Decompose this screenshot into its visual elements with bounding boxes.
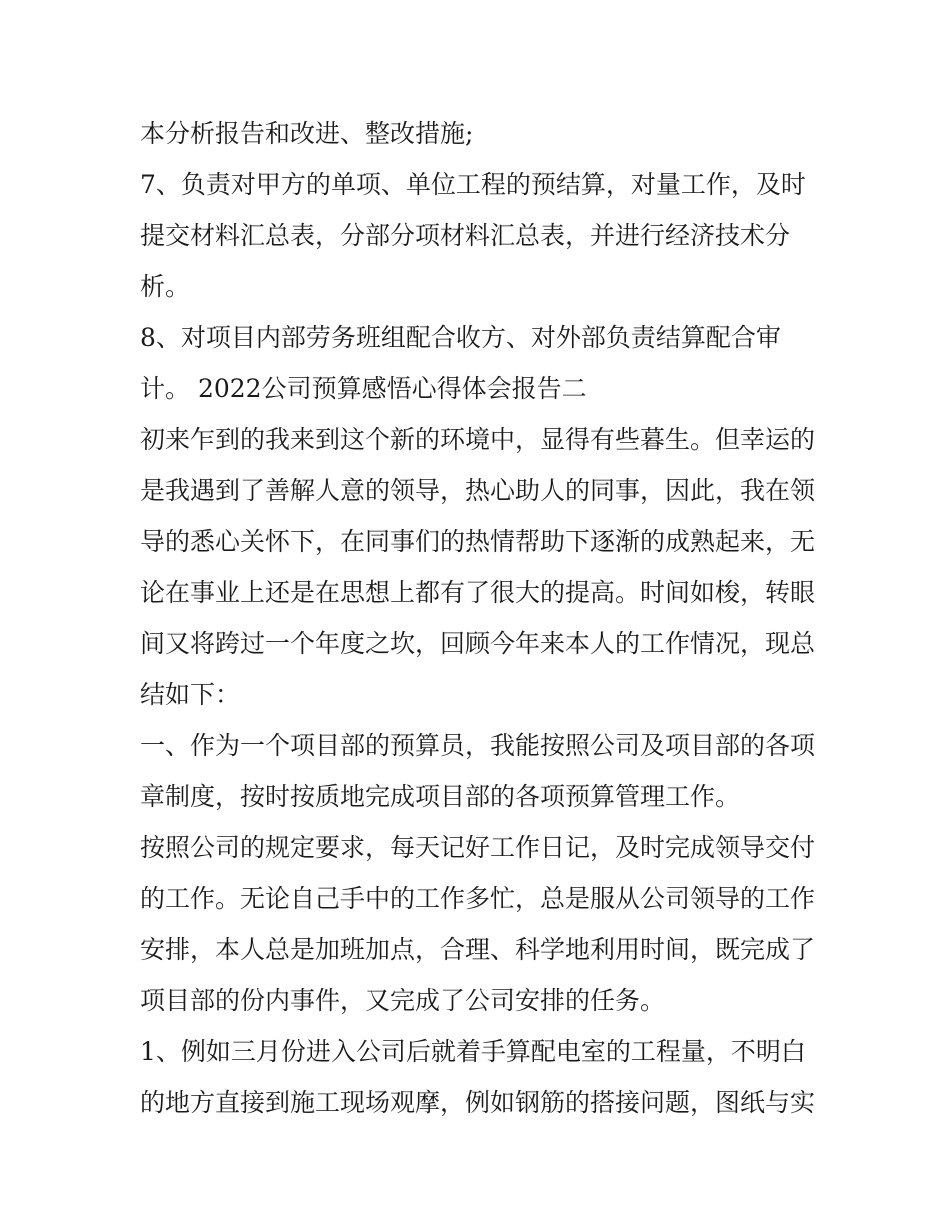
text-line: 的工作。无论自己手中的工作多忙，总是服从公司领导的工作: [140, 884, 816, 913]
text-line: 一、作为一个项目部的预算员，我能按照公司及项目部的各项: [140, 731, 816, 760]
text-line: 是我遇到了善解人意的领导，热心助人的同事，因此，我在领: [140, 476, 816, 505]
text-line: 7、负责对甲方的单项、单位工程的预结算，对量工作，及时: [140, 170, 806, 199]
text-line: 按照公司的规定要求，每天记好工作日记，及时完成领导交付: [140, 833, 816, 862]
text-line: 间又将跨过一个年度之坎，回顾今年来本人的工作情况，现总: [140, 629, 816, 658]
text-line: 8、对项目内部劳务班组配合收方、对外部负责结算配合审: [140, 323, 781, 352]
text-line: 安排，本人总是加班加点，合理、科学地利用时间，既完成了: [140, 935, 816, 964]
text-line: 本分析报告和改进、整改措施;: [140, 119, 474, 148]
text-line: 初来乍到的我来到这个新的环境中，显得有些暮生。但幸运的: [140, 425, 816, 454]
text-line: 的地方直接到施工现场观摩，例如钢筋的搭接问题，图纸与实: [140, 1088, 816, 1117]
text-line: 计。 2022公司预算感悟心得体会报告二: [140, 374, 587, 403]
text-line: 析。: [140, 272, 191, 301]
text-line: 导的悉心关怀下，在同事们的热情帮助下逐渐的成熟起来，无: [140, 527, 816, 556]
document-body: [140, 108, 820, 1128]
text-line: 1、例如三月份进入公司后就着手算配电室的工程量，不明白: [140, 1037, 806, 1066]
text-line: 章制度，按时按质地完成项目部的各项预算管理工作。: [140, 782, 741, 811]
text-line: 论在事业上还是在思想上都有了很大的提高。时间如梭，转眼: [140, 578, 816, 607]
text-line: 项目部的份内事件，又完成了公司安排的任务。: [140, 986, 666, 1015]
text-line: 提交材料汇总表，分部分项材料汇总表，并进行经济技术分: [140, 221, 791, 250]
text-line: 结如下：: [140, 680, 241, 709]
